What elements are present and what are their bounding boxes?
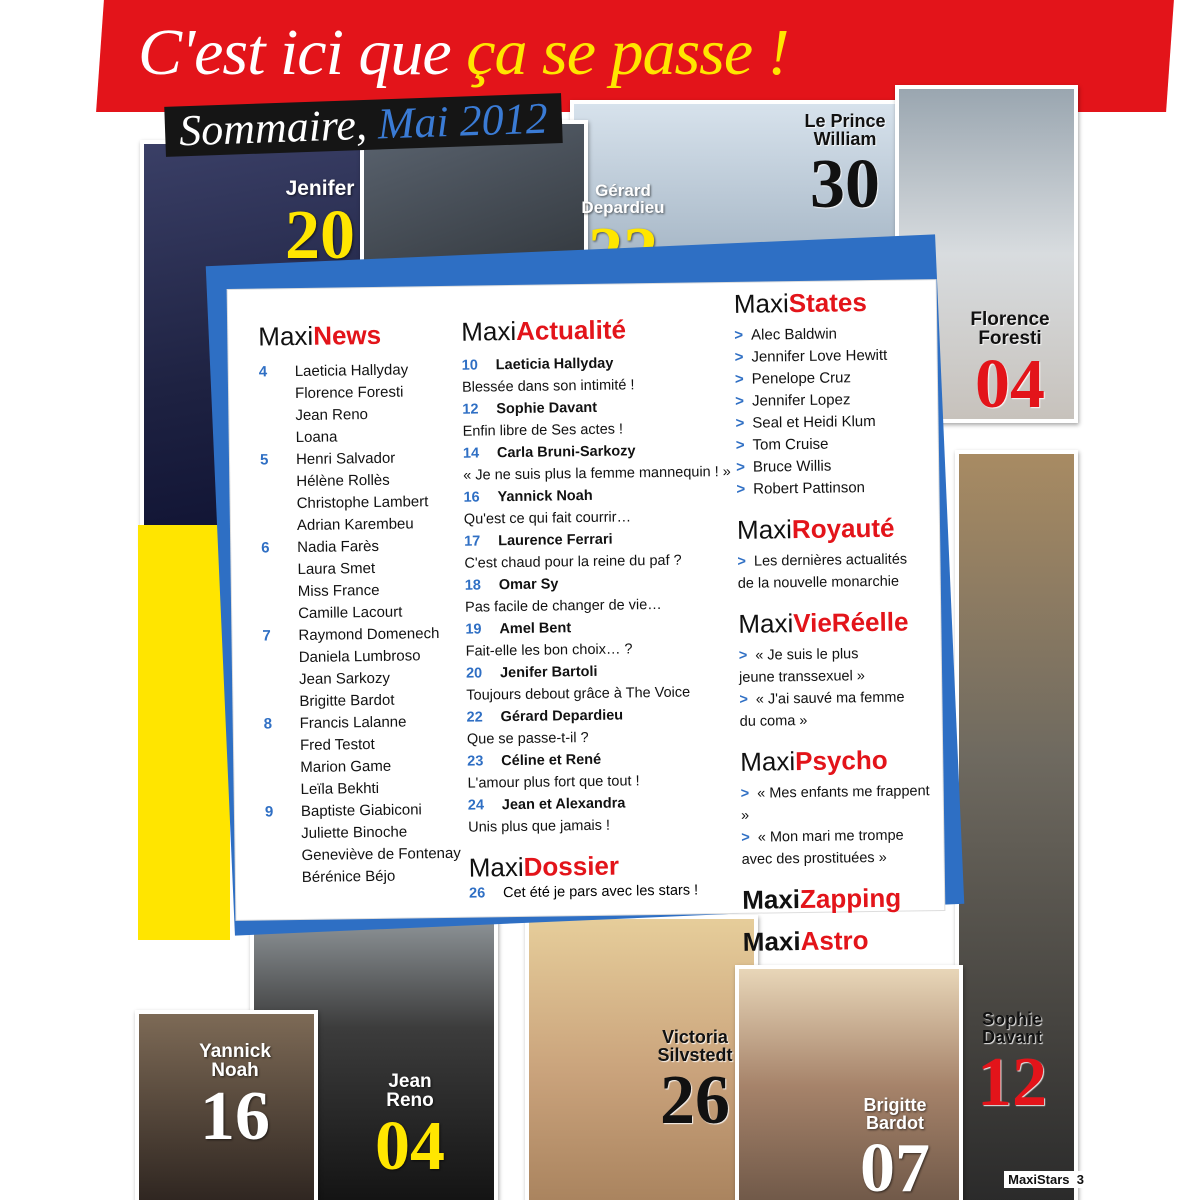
label-jean-reno: Jean Reno 04 — [375, 1071, 445, 1185]
section-title: MaxiRoyauté — [736, 512, 895, 545]
arrow-icon: > — [738, 647, 748, 664]
teaser-text: jeune transsexuel » — [738, 668, 865, 686]
list-item: > Alec Baldwin — [734, 325, 838, 344]
list-item: Fred Testot — [299, 735, 375, 755]
label-sophie-davant: Sophie Davant 12 — [977, 1009, 1047, 1121]
subhead-part2: Mai 2012 — [376, 93, 549, 149]
teaser-text: > « J'ai sauvé ma femme — [739, 689, 905, 708]
section-title: MaxiActualité — [461, 314, 627, 347]
section-maxi-psycho — [740, 744, 942, 871]
headline-part1: C'est ici que — [138, 16, 467, 89]
label-jenifer: Jenifer 20 — [285, 177, 355, 274]
list-item: > Penelope Cruz — [734, 369, 852, 388]
section-title: MaxiDossier — [468, 850, 620, 883]
arrow-icon: > — [735, 392, 745, 410]
arrow-icon: > — [736, 480, 746, 498]
list-item: Laeticia Hallyday — [294, 361, 409, 381]
list-item: Laura Smet — [297, 559, 376, 579]
page-number: 9 — [264, 803, 274, 821]
article-entry: 20 Jenifer Bartoli Toujours debout grâce à The Voice — [465, 663, 691, 704]
section-maxi-dossier — [469, 849, 750, 905]
subhead-part1: Sommaire, — [178, 99, 379, 156]
list-item: Jean Reno — [295, 406, 369, 425]
teaser-text: > « Mes enfants me frappent » — [740, 783, 930, 824]
article-entry: 18 Omar Sy Pas facile de changer de vie… — [464, 576, 662, 616]
list-item: Jean Sarkozy — [298, 669, 391, 689]
arrow-icon: > — [734, 370, 744, 388]
section-title: MaxiStates — [733, 287, 868, 319]
article-entry: 10 Laeticia Hallyday Blessée dans son intimité ! — [461, 355, 635, 396]
list-item: > Seal et Heidi Klum — [735, 412, 876, 432]
article-entry: 16 Yannick Noah Qu'est ce qui fait courrir… — [463, 487, 632, 528]
label-gerard-depardieu: Gérard Depardieu — [581, 181, 665, 217]
article-entry: 24 Jean et Alexandra Unis plus que jamais ! — [467, 795, 626, 836]
arrow-icon: > — [735, 436, 745, 454]
page-number: 7 — [262, 627, 271, 645]
article-entry: 26 Cet été je pars avec les stars ! — [468, 882, 699, 902]
list-item: Florence Foresti — [294, 383, 404, 403]
headline-part2: ça se passe ! — [466, 16, 789, 89]
list-item: Marion Game — [300, 757, 392, 777]
list-item: Francis Lalanne — [299, 713, 407, 733]
headline — [138, 8, 789, 98]
teaser-text: > « Je suis le plus — [738, 646, 859, 664]
section-maxi-vie-reelle — [738, 606, 940, 733]
table-of-contents — [228, 280, 945, 957]
list-item: > Robert Pattinson — [736, 479, 866, 498]
section-column-3 — [734, 286, 943, 957]
list-item: Adrian Karembeu — [296, 515, 414, 535]
list-item: Leïla Bekhti — [300, 779, 380, 799]
list-item: Christophe Lambert — [296, 493, 429, 513]
list-item: Juliette Binoche — [301, 823, 408, 842]
list-item: Brigitte Bardot — [299, 691, 395, 711]
page-number: 5 — [259, 451, 269, 469]
list-item: Hélène Rollès — [296, 471, 390, 491]
section-title: MaxiVieRéelle — [738, 606, 909, 639]
list-item: Henri Salvador — [295, 449, 396, 469]
section-maxi-astro: MaxiAstro — [742, 925, 869, 957]
arrow-icon: > — [741, 829, 750, 846]
list-item: > Bruce Willis — [736, 457, 832, 476]
page-number: 8 — [263, 715, 273, 733]
arrow-icon: > — [737, 553, 747, 570]
label-florence-foresti: Florence Foresti 04 — [970, 309, 1050, 423]
arrow-icon: > — [735, 414, 745, 432]
teaser-text: > Les dernières actualités — [737, 551, 908, 570]
label-prince-william: Le Prince William 30 — [804, 111, 886, 223]
page-footer: MaxiStars 3 — [1004, 1171, 1088, 1188]
label-victoria-silvstedt: Victoria Silvstedt 26 — [657, 1027, 733, 1139]
section-maxi-actualite — [461, 313, 749, 905]
arrow-icon: > — [739, 691, 748, 708]
list-item: Raymond Domenech — [298, 625, 440, 645]
section-maxi-news — [258, 319, 466, 890]
section-title: MaxiPsycho — [740, 744, 888, 777]
list-item: > Jennifer Love Hewitt — [734, 346, 888, 366]
section-maxi-states — [734, 286, 937, 501]
list-item: > Jennifer Lopez — [735, 391, 851, 410]
article-entry: 22 Gérard Depardieu Que se passe-t-il ? — [466, 707, 624, 748]
section-maxi-royaute — [737, 512, 938, 595]
list-item: Nadia Farès — [297, 537, 380, 557]
list-item: Camille Lacourt — [298, 603, 403, 623]
teaser-text: du coma » — [739, 712, 808, 730]
page-number: 4 — [258, 363, 268, 381]
list-item: Bérénice Béjo — [301, 867, 396, 886]
list-item: > Tom Cruise — [735, 435, 829, 454]
arrow-icon: > — [740, 785, 750, 802]
list-item: Loana — [295, 428, 338, 447]
list-item: Geneviève de Fontenay — [301, 844, 461, 864]
arrow-icon: > — [734, 348, 744, 366]
list-item: Daniela Lumbroso — [298, 647, 421, 667]
list-item: Baptiste Giabiconi — [300, 801, 422, 821]
teaser-text: > « Mon mari me trompe — [741, 827, 904, 846]
section-title: MaxiNews — [258, 319, 382, 352]
label-yannick-noah: Yannick Noah 16 — [199, 1041, 271, 1155]
arrow-icon: > — [736, 458, 746, 476]
article-entry: 12 Sophie Davant Enfin libre de Ses actes ! — [462, 399, 624, 440]
section-maxi-zapping: MaxiZapping — [741, 882, 902, 915]
teaser-text: de la nouvelle monarchie — [737, 573, 900, 592]
arrow-icon: > — [734, 326, 744, 344]
list-item: Miss France — [297, 581, 380, 601]
article-entry: 17 Laurence Ferrari C'est chaud pour la reine du paf ? — [464, 531, 682, 572]
teaser-text: avec des prostituées » — [741, 849, 887, 868]
credits-strip — [138, 525, 230, 940]
article-entry: 19 Amel Bent Fait-elle les bon choix… ? — [465, 620, 633, 660]
page-number: 6 — [261, 539, 270, 557]
article-entry: 23 Céline et René L'amour plus fort que tout ! — [467, 751, 640, 792]
label-brigitte-bardot: Brigitte Bardot 07 — [860, 1095, 930, 1200]
article-entry: 14 Carla Bruni-Sarkozy « Je ne suis plus la femme mannequin ! » — [462, 443, 731, 484]
